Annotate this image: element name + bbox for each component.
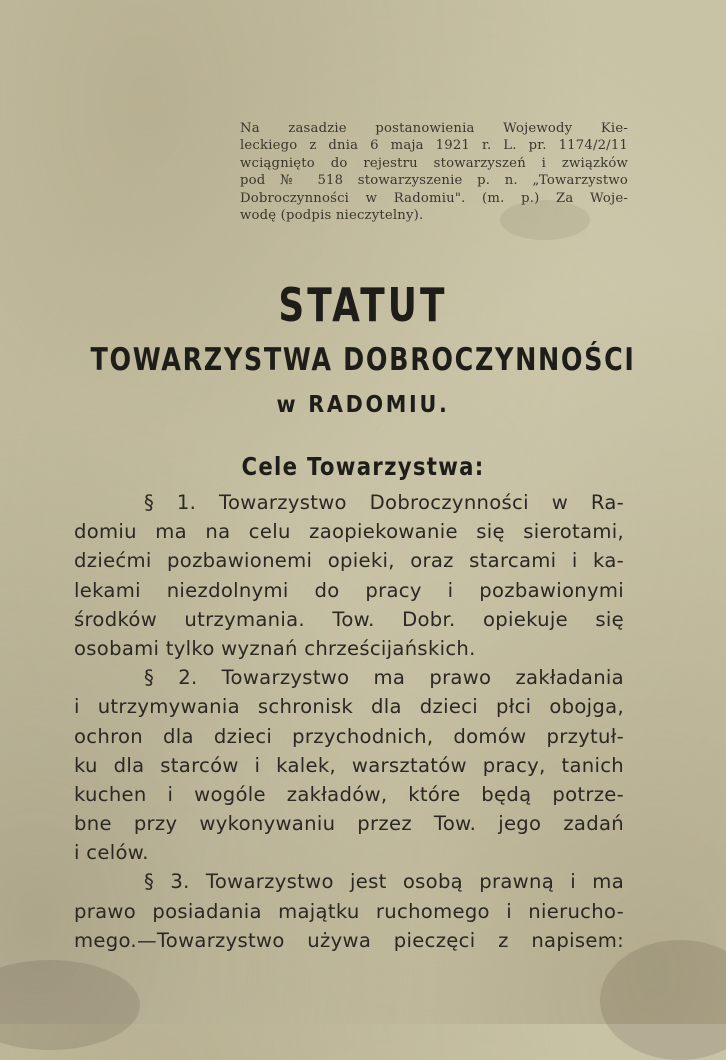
body-line: ochron dla dzieci przychodnich, domów przytuł- (74, 724, 624, 748)
body-line: kuchen i wogóle zakładów, które będą potrze- (74, 782, 624, 806)
body-line: domiu ma na celu zaopiekowanie się sierotami, (74, 520, 624, 544)
body-line: i utrzymywania schronisk dla dzieci płci obojga, (74, 695, 624, 719)
note-line: wciągnięto do rejestru stowarzyszeń i związków (240, 155, 628, 171)
body-line: osobami tylko wyznań chrześcijańskich. (74, 636, 476, 660)
body-line: ku dla starców i kalek, warsztatów pracy, tanich (74, 753, 624, 777)
registration-note (240, 120, 628, 224)
paragraph-1-start: § 1. Towarzystwo Dobroczynności w Ra- (144, 491, 624, 514)
paper-stain (0, 960, 140, 1050)
body-line: prawo posiadania majątku ruchomego i nierucho- (74, 899, 624, 923)
body-line: mego.—Towarzystwo używa pieczęci z napisem: (74, 928, 624, 952)
note-line: Dobroczynności w Radomiu". (m. p.) Za Woje- (240, 190, 628, 206)
note-line: Na zasadzie postanowienia Wojewody Kie- (240, 121, 628, 136)
paragraph-2-start: § 2. Towarzystwo ma prawo zakładania (144, 666, 624, 690)
statute-body (74, 488, 624, 955)
body-line: środków utrzymania. Tow. Dobr. opiekuje się (74, 607, 624, 631)
document-title: STATUT (278, 278, 448, 332)
body-line: i celów. (74, 841, 149, 865)
paper-stain (600, 940, 726, 1060)
body-line: bne przy wykonywaniu przez Tow. jego zadań (74, 812, 624, 836)
note-line: leckiego z dnia 6 maja 1921 r. L. pr. 1174/2/11 (240, 138, 628, 154)
organization-location: w RADOMIU. (276, 392, 450, 418)
paragraph-3-start: § 3. Towarzystwo jest osobą prawną i ma (144, 870, 624, 894)
body-line: lekami niezdolnymi do pracy i pozbawionymi (74, 578, 624, 602)
body-line: dziećmi pozbawionemi opieki, oraz starcami i ka- (74, 549, 624, 573)
note-line: wodę (podpis nieczytelny). (240, 208, 424, 224)
note-line: pod № 518 stowarzyszenie p. n. „Towarzystwo (240, 173, 628, 189)
section-heading: Cele Towarzystwa: (241, 452, 485, 481)
organization-name: TOWARZYSTWA DOBROCZYNNOŚCI (90, 342, 636, 378)
